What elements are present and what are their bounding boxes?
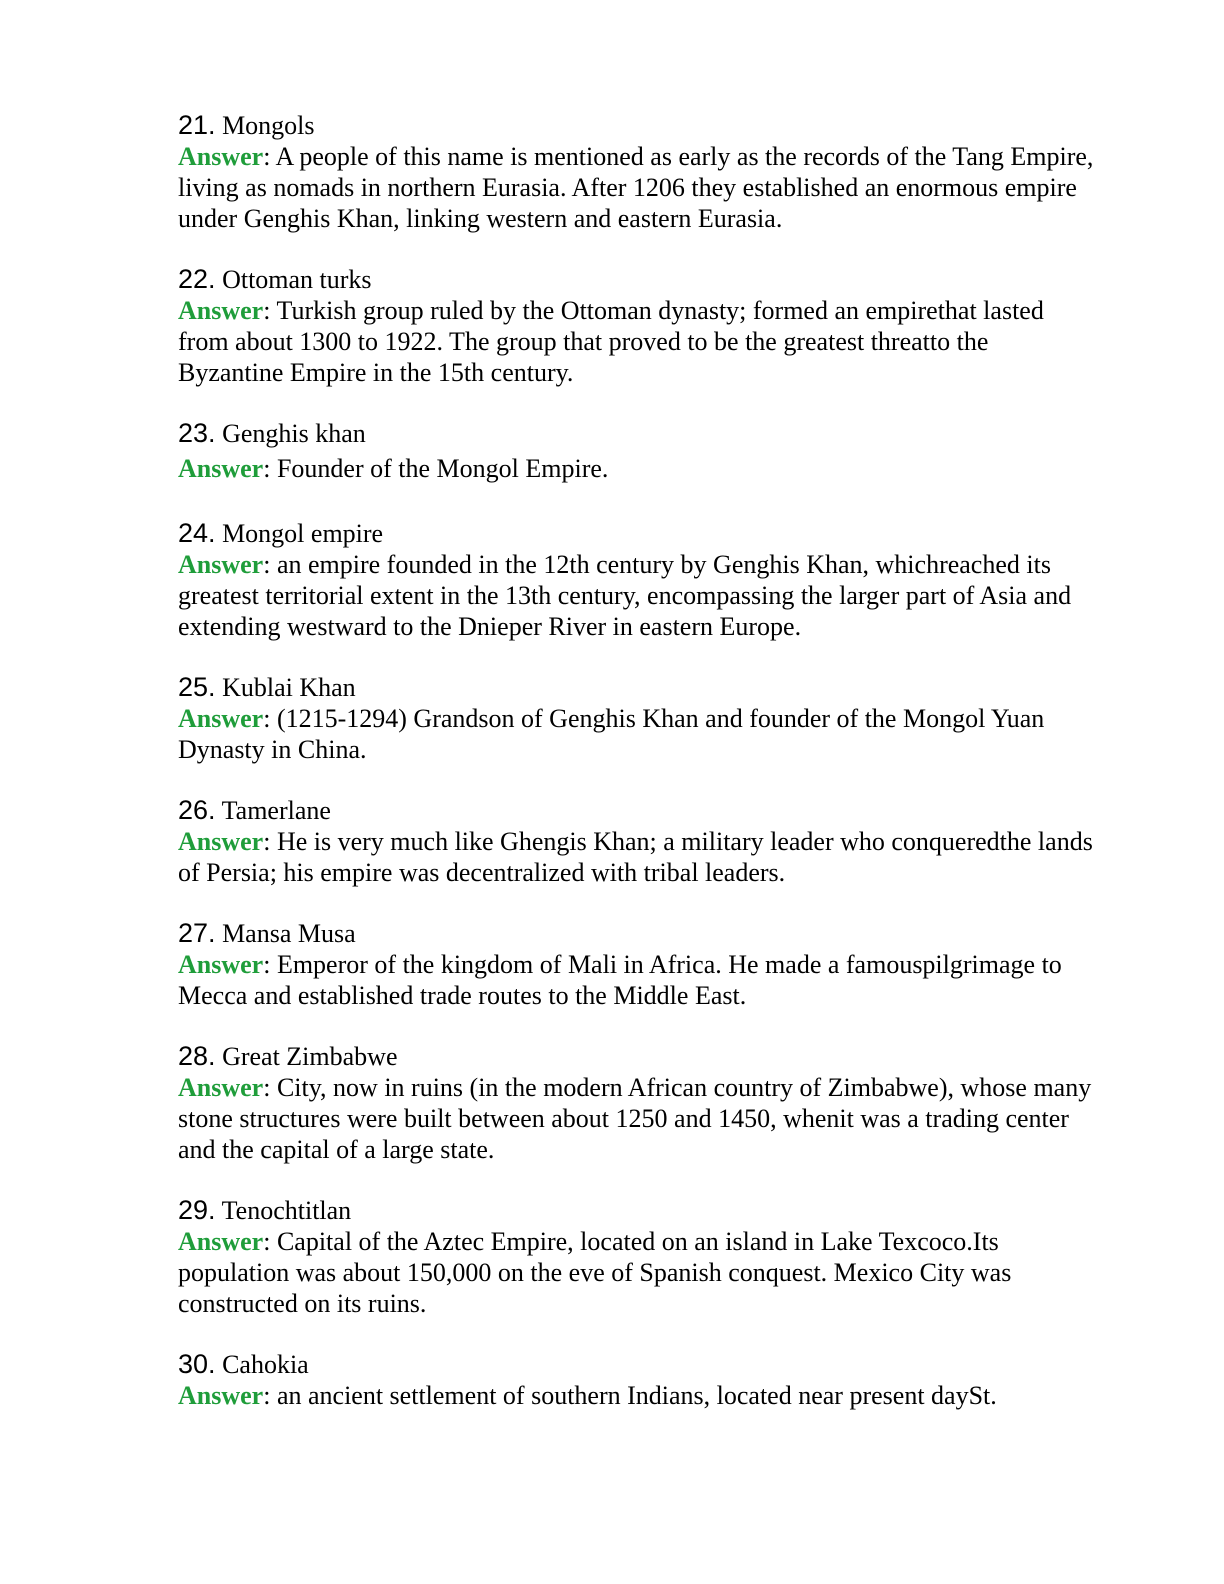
item-number: 30 bbox=[178, 1349, 209, 1379]
term: Tamerlane bbox=[221, 796, 331, 825]
answer-body: Founder of the Mongol Empire. bbox=[276, 454, 609, 483]
list-item bbox=[178, 672, 1098, 765]
answer-text: Answer: He is very much like Ghengis Khan; a military leader who conqueredthe lands of Persia; his empire was decentralized with tribal leaders. bbox=[178, 827, 1093, 887]
item-number: 23 bbox=[178, 418, 209, 448]
term-line: 27. Mansa Musa bbox=[178, 918, 356, 948]
term-line: 23. Genghis khan bbox=[178, 418, 366, 448]
term-line: 24. Mongol empire bbox=[178, 518, 384, 548]
list-item bbox=[178, 518, 1098, 642]
term: Mongols bbox=[222, 111, 315, 140]
item-number: 25 bbox=[178, 672, 209, 702]
answer-label: Answer bbox=[178, 704, 264, 733]
term-line: 25. Kublai Khan bbox=[178, 672, 356, 702]
answer-body: an ancient settlement of southern Indians, located near present daySt. bbox=[276, 1381, 997, 1410]
document-body bbox=[178, 110, 1098, 1411]
term: Mansa Musa bbox=[222, 919, 356, 948]
term: Genghis khan bbox=[222, 419, 366, 448]
answer-label: Answer bbox=[178, 1227, 264, 1256]
answer-text: Answer: an ancient settlement of southern Indians, located near present daySt. bbox=[178, 1381, 997, 1410]
answer-label: Answer bbox=[178, 550, 264, 579]
answer-text: Answer: (1215-1294) Grandson of Genghis Khan and founder of the Mongol Yuan Dynasty in China. bbox=[178, 704, 1045, 764]
term-line: 22. Ottoman turks bbox=[178, 264, 372, 294]
term-line: 21. Mongols bbox=[178, 110, 315, 140]
list-item bbox=[178, 110, 1098, 234]
answer-text: Answer: an empire founded in the 12th century by Genghis Khan, whichreached its greatest territorial extent in the 13th century, encompassing the larger part of Asia and extending westward to the Dnieper River in eastern Europe. bbox=[178, 550, 1072, 641]
answer-label: Answer bbox=[178, 1381, 264, 1410]
answer-body: Capital of the Aztec Empire, located on an island in Lake Texcoco.Its population was about 150,000 on the eve of Spanish conquest. Mexico City was constructed on its ruins. bbox=[178, 1227, 1012, 1318]
term: Ottoman turks bbox=[222, 265, 372, 294]
answer-body: (1215-1294) Grandson of Genghis Khan and founder of the Mongol Yuan Dynasty in China. bbox=[178, 704, 1045, 764]
list-item bbox=[178, 264, 1098, 388]
answer-body: He is very much like Ghengis Khan; a military leader who conqueredthe lands of Persia; his empire was decentralized with tribal leaders. bbox=[178, 827, 1093, 887]
answer-label: Answer bbox=[178, 296, 264, 325]
answer-body: Turkish group ruled by the Ottoman dynasty; formed an empirethat lasted from about 1300 to 1922. The group that proved to be the greatest threatto the Byzantine Empire in the 15th century. bbox=[178, 296, 1044, 387]
answer-body: A people of this name is mentioned as early as the records of the Tang Empire, living as nomads in northern Eurasia. After 1206 they established an enormous empire under Genghis Khan, linking western and eastern Eurasia. bbox=[178, 142, 1094, 233]
item-number: 22 bbox=[178, 264, 209, 294]
item-number: 29 bbox=[178, 1195, 209, 1225]
list-item bbox=[178, 1041, 1098, 1165]
answer-body: an empire founded in the 12th century by Genghis Khan, whichreached its greatest territorial extent in the 13th century, encompassing the larger part of Asia and extending westward to the Dnieper River in eastern Europe. bbox=[178, 550, 1072, 641]
term: Kublai Khan bbox=[222, 673, 356, 702]
answer-label: Answer bbox=[178, 1073, 264, 1102]
answer-text: Answer: City, now in ruins (in the modern African country of Zimbabwe), whose many stone structures were built between about 1250 and 1450, whenit was a trading center and the capital of a large state. bbox=[178, 1073, 1092, 1164]
answer-text: Answer: Turkish group ruled by the Ottoman dynasty; formed an empirethat lasted from about 1300 to 1922. The group that proved to be the greatest threatto the Byzantine Empire in the 15th century. bbox=[178, 296, 1044, 387]
answer-label: Answer bbox=[178, 454, 264, 483]
term: Mongol empire bbox=[222, 519, 384, 548]
answer-text: Answer: Capital of the Aztec Empire, located on an island in Lake Texcoco.Its population was about 150,000 on the eve of Spanish conquest. Mexico City was constructed on its ruins. bbox=[178, 1227, 1012, 1318]
term-line: 28. Great Zimbabwe bbox=[178, 1041, 398, 1071]
answer-body: City, now in ruins (in the modern African country of Zimbabwe), whose many stone structures were built between about 1250 and 1450, whenit was a trading center and the capital of a large state. bbox=[178, 1073, 1092, 1164]
list-item bbox=[178, 418, 1098, 484]
term-line: 30. Cahokia bbox=[178, 1349, 309, 1379]
answer-text: Answer: A people of this name is mentioned as early as the records of the Tang Empire, living as nomads in northern Eurasia. After 1206 they established an enormous empire under Genghis Khan, linking western and eastern Eurasia. bbox=[178, 142, 1094, 233]
answer-label: Answer bbox=[178, 142, 264, 171]
item-number: 21 bbox=[178, 110, 209, 140]
answer-label: Answer bbox=[178, 950, 264, 979]
answer-body: Emperor of the kingdom of Mali in Africa. He made a famouspilgrimage to Mecca and established trade routes to the Middle East. bbox=[178, 950, 1062, 1010]
term: Great Zimbabwe bbox=[222, 1042, 398, 1071]
answer-text: Answer: Emperor of the kingdom of Mali in Africa. He made a famouspilgrimage to Mecca and established trade routes to the Middle East. bbox=[178, 950, 1062, 1010]
answer-label: Answer bbox=[178, 827, 264, 856]
item-number: 24 bbox=[178, 518, 209, 548]
term: Cahokia bbox=[222, 1350, 309, 1379]
term: Tenochtitlan bbox=[221, 1196, 352, 1225]
list-item bbox=[178, 918, 1098, 1011]
term-line: 29. Tenochtitlan bbox=[178, 1195, 352, 1225]
list-item bbox=[178, 1195, 1098, 1319]
term-line: 26. Tamerlane bbox=[178, 795, 331, 825]
item-number: 27 bbox=[178, 918, 209, 948]
answer-text: Answer: Founder of the Mongol Empire. bbox=[178, 454, 609, 483]
item-number: 26 bbox=[178, 795, 209, 825]
item-number: 28 bbox=[178, 1041, 209, 1071]
list-item bbox=[178, 1349, 1098, 1411]
list-item bbox=[178, 795, 1098, 888]
